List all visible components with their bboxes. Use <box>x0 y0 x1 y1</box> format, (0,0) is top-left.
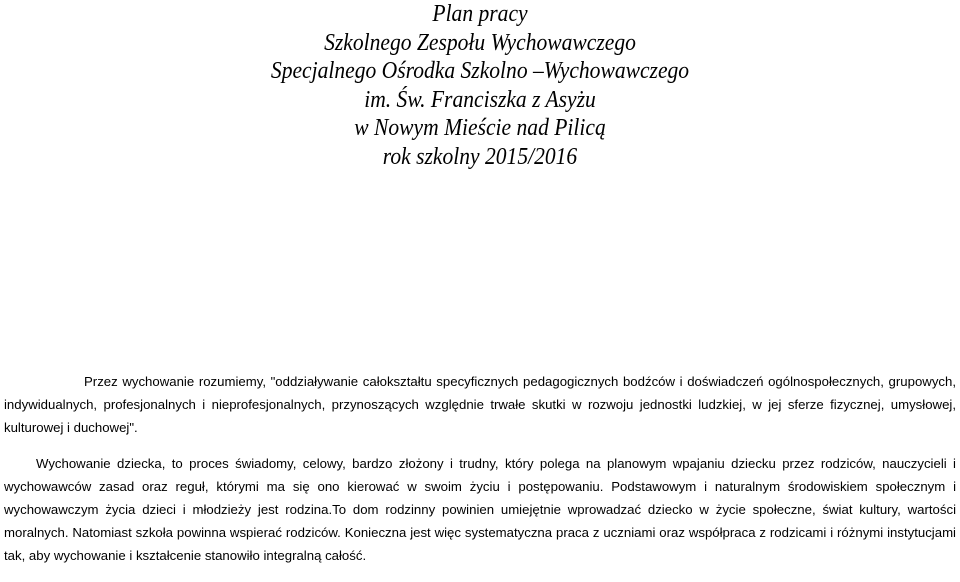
title-line-school-year: rok szkolny 2015/2016 <box>382 142 578 170</box>
document-title <box>0 0 960 172</box>
title-line-team: Szkolnego Zespołu Wychowawczego <box>324 28 636 56</box>
title-line-patron: im. Św. Franciszka z Asyżu <box>364 85 596 113</box>
title-line-location: w Nowym Mieście nad Pilicą <box>354 114 606 142</box>
paragraph-upbringing: Wychowanie dziecka, to proces świadomy, celowy, bardzo złożony i trudny, który polega na planowym wpajaniu dziecku przez rodziców, nauczycieli i wychowawców zasad oraz reguł, którymi ma się ono kierować w swoim życiu i postępowaniu. Podstawowym i naturalnym środowiskiem społecznym i wychowawczym życia dzieci i młodzieży jest rodzina.To dom rodzinny powinien umiejętnie wprowadzać dziecko w życie społeczne, świat kultury, wartości moralnych. Natomiast szkoła powinna wspierać rodziców. Konieczna jest więc systematyczna praca z uczniami oraz współpraca z rodzicami i różnymi instytucjami tak, aby wychowanie i kształcenie stanowiło integralną całość. <box>4 456 956 563</box>
title-line-center: Specjalnego Ośrodka Szkolno –Wychowawczego <box>270 57 690 85</box>
title-line-plan: Plan pracy <box>432 0 528 27</box>
paragraph-definition: Przez wychowanie rozumiemy, "oddziaływanie całokształtu specyficznych pedagogicznych bodźców i doświadczeń ogólnospołecznych, grupowych, indywidualnych, profesjonalnych i nieprofesjonalnych, przynoszących względnie trwałe skutki w rozwoju jednostki ludzkiej, w jej sferze fizycznej, umysłowej, kulturowej i duchowej". <box>4 374 956 435</box>
